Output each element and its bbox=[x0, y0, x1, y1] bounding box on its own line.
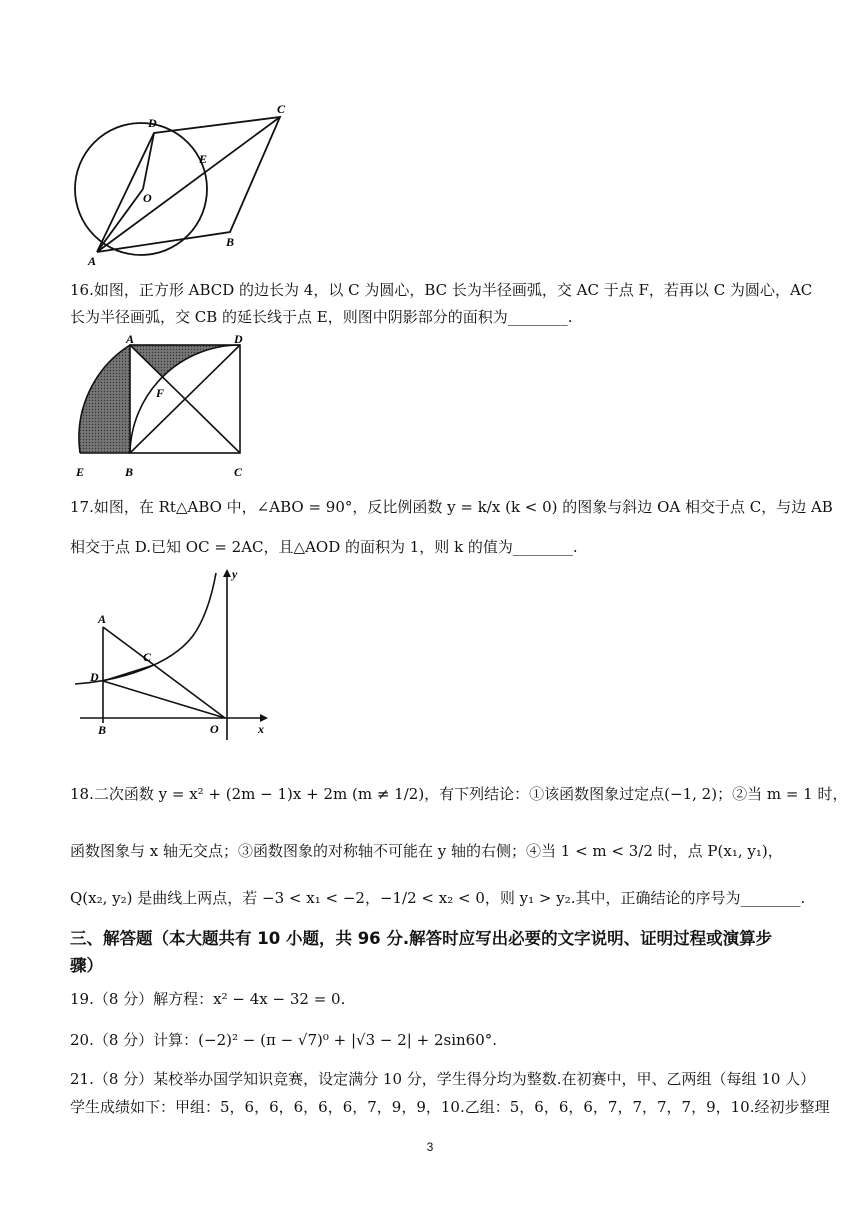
label-x: x bbox=[258, 722, 264, 736]
label-a: A bbox=[88, 254, 97, 268]
label-o: O bbox=[143, 191, 152, 205]
page-number: 3 bbox=[426, 1140, 434, 1154]
section-heading-line-2: 骤） bbox=[70, 956, 103, 975]
label-c: C bbox=[277, 102, 286, 116]
label-a: A bbox=[98, 612, 107, 626]
label-b: B bbox=[125, 465, 134, 479]
label-a: A bbox=[126, 332, 135, 346]
q18-line-1: 18.二次函数 y = x² + (2m − 1)x + 2m (m ≠ 1/2)，有下列结论：①该函数图象过定点(−1, 2)；②当 m = 1 时， bbox=[70, 785, 848, 803]
q18-line-3: Q(x₂, y₂) 是曲线上两点，若 −3 < x₁ < −2，−1/2 < x₂ < 0，则 y₁ > y₂.其中，正确结论的序号为________. bbox=[70, 889, 806, 907]
segment-do bbox=[103, 681, 225, 718]
label-c: C bbox=[143, 650, 152, 664]
q21-line-1: 21.（8 分）某校举办国学知识竞赛，设定满分 10 分，学生得分均为整数.在初赛中，甲、乙两组（每组 10 人） bbox=[70, 1070, 816, 1088]
label-b: B bbox=[226, 235, 235, 249]
q18-line-2: 函数图象与 x 轴无交点；③函数图象的对称轴不可能在 y 轴的右侧；④当 1 < m < 3/2 时，点 P(x₁, y₁)， bbox=[70, 842, 783, 860]
label-d: D bbox=[148, 116, 157, 130]
figure-square-arcs bbox=[70, 333, 255, 483]
q19-text: 19.（8 分）解方程：x² − 4x − 32 = 0. bbox=[70, 990, 346, 1008]
q17-line-2: 相交于点 D.已知 OC = 2AC，且△AOD 的面积为 1，则 k 的值为________. bbox=[70, 538, 578, 556]
label-y: y bbox=[232, 567, 238, 581]
circle-o bbox=[75, 123, 207, 255]
segment-ac bbox=[97, 117, 280, 252]
q16-line-2: 长为半径画弧，交 CB 的延长线于点 E，则图中阴影部分的面积为________. bbox=[70, 308, 573, 326]
segment-ao bbox=[103, 627, 225, 718]
label-d: D bbox=[234, 332, 243, 346]
figure-circle-quadrilateral bbox=[70, 95, 300, 270]
label-d: D bbox=[90, 670, 99, 684]
label-e: E bbox=[199, 152, 208, 166]
q16-line-1: 16.如图，正方形 ABCD 的边长为 4，以 C 为圆心，BC 长为半径画弧，交 AC 于点 F，若再以 C 为圆心，AC bbox=[70, 281, 813, 299]
q17-line-1: 17.如图，在 Rt△ABO 中，∠ABO = 90°，反比例函数 y = k/x (k < 0) 的图象与斜边 OA 相交于点 C，与边 AB bbox=[70, 498, 833, 516]
figure-hyperbola-triangle bbox=[70, 565, 280, 740]
section-heading-line-1: 三、解答题（本大题共有 10 小题，共 96 分.解答时应写出必要的文字说明、证明过程或演算步 bbox=[70, 929, 773, 948]
segment-od bbox=[143, 133, 154, 189]
segment-ao bbox=[97, 189, 143, 252]
y-axis-arrow bbox=[223, 569, 231, 577]
x-axis-arrow bbox=[260, 714, 268, 722]
label-o: O bbox=[210, 722, 219, 736]
q20-text: 20.（8 分）计算：(−2)² − (π − √7)⁰ + |√3 − 2| + 2sin60°. bbox=[70, 1031, 498, 1049]
label-c: C bbox=[234, 465, 243, 479]
label-e: E bbox=[76, 465, 85, 479]
label-b: B bbox=[98, 723, 107, 737]
label-f: F bbox=[156, 386, 165, 400]
segment-dc bbox=[103, 665, 154, 681]
q21-line-2: 学生成绩如下：甲组：5，6，6，6，6，6，7，9，9，10.乙组：5，6，6，6，7，7，7，7，9，10.经初步整理 bbox=[70, 1098, 830, 1116]
